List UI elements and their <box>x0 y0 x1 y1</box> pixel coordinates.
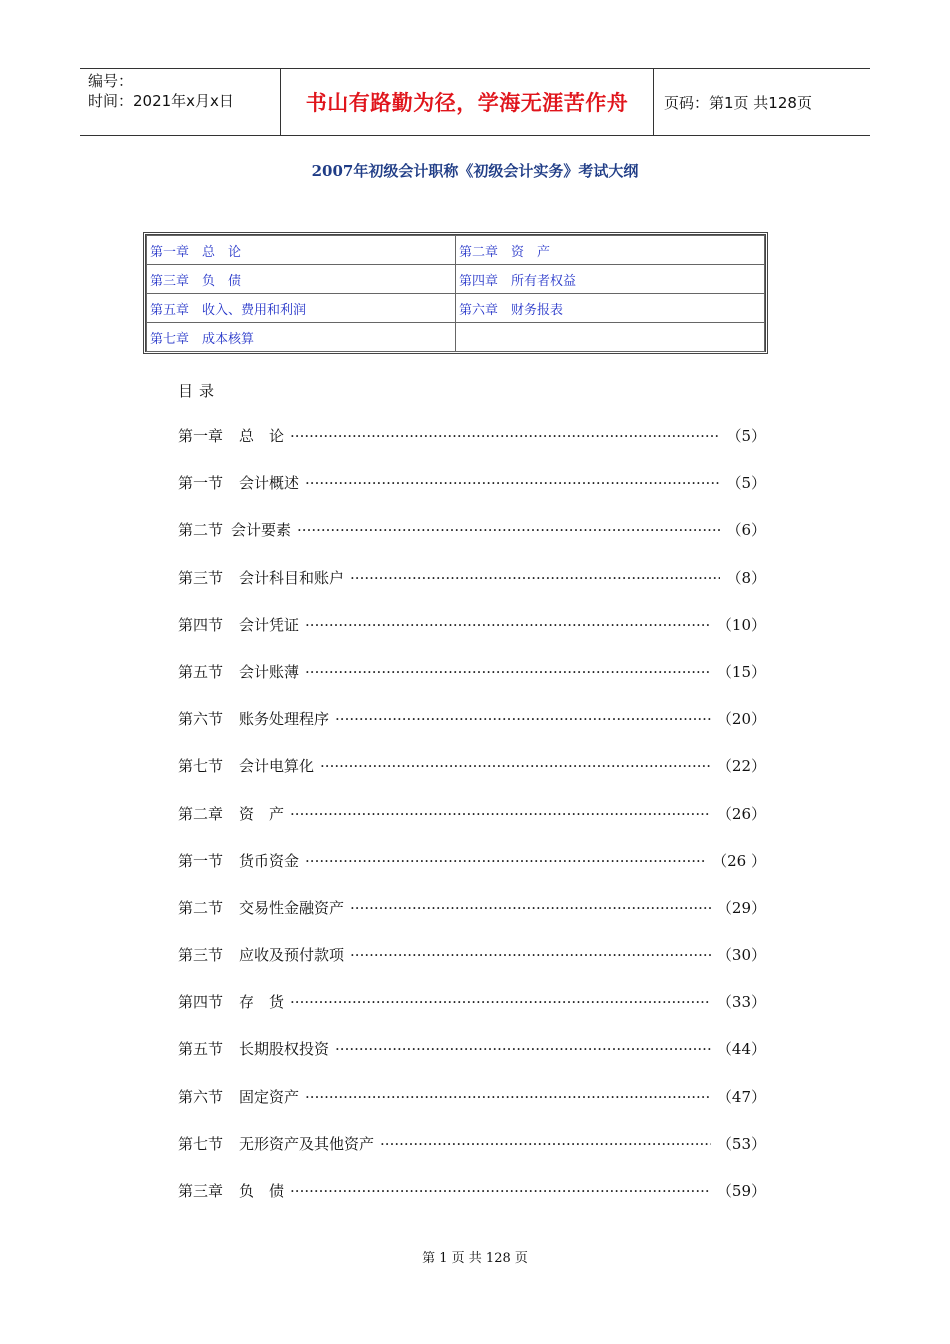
toc-entry-title: 会计账薄 <box>239 662 300 681</box>
toc-entry-title: 会计要素 <box>231 521 292 540</box>
toc-entry-number: 第一节 <box>178 851 224 870</box>
toc-entry-number: 第二节 <box>178 898 224 917</box>
toc-leader-dots <box>305 473 720 493</box>
toc-leader-dots <box>297 520 720 540</box>
toc-entry-title: 会计科目和账户 <box>239 568 345 587</box>
number-label: 编号： <box>88 72 134 90</box>
toc-entry[interactable] <box>178 992 788 1039</box>
header-meta <box>80 69 281 135</box>
toc-leader-dots <box>290 1181 711 1201</box>
toc-entry-number: 第六节 <box>178 710 224 729</box>
toc-entry-number: 第三节 <box>178 568 224 587</box>
toc-leader-dots <box>290 804 711 824</box>
toc-entry-page: （33） <box>716 993 766 1012</box>
chapter-link[interactable]: 第三章 负 债 <box>147 265 456 294</box>
toc-entry-title: 负 债 <box>239 1182 285 1200</box>
toc-entry-number: 第一节 <box>178 474 224 493</box>
chapter-link[interactable]: 第六章 财务报表 <box>456 294 765 323</box>
toc-entry[interactable] <box>178 1087 788 1134</box>
toc-entry-number: 第二章 <box>178 804 224 823</box>
page-footer: 第 1 页 共 128 页 <box>422 1251 528 1266</box>
toc-entry[interactable] <box>178 662 788 709</box>
toc-entry-page: （59） <box>716 1182 766 1200</box>
toc-leader-dots <box>335 709 711 729</box>
header-motto: 书山有路勤为径，学海无涯苦作舟 <box>281 69 654 135</box>
chapter-link[interactable]: 第七章 成本核算 <box>147 323 456 352</box>
chapter-link[interactable]: 第五章 收入、费用和利润 <box>147 294 456 323</box>
toc-leader-dots <box>305 1087 711 1107</box>
toc-entry-page: （8） <box>726 568 766 587</box>
page-header <box>80 68 870 136</box>
toc-leader-dots <box>320 756 711 776</box>
toc-entry[interactable] <box>178 1134 788 1181</box>
toc-leader-dots <box>305 662 711 682</box>
toc-entry[interactable] <box>178 615 788 662</box>
toc-entry-page: （29） <box>716 898 766 917</box>
time-label: 时间：2021年x月x日 <box>88 92 234 110</box>
toc-leader-dots <box>335 1039 711 1059</box>
toc-entry-title: 会计概述 <box>239 474 300 493</box>
toc-entry[interactable] <box>178 756 788 803</box>
toc-entry-page: （26 ） <box>712 851 766 870</box>
toc-entry-number: 第七节 <box>178 1134 224 1153</box>
toc-entry-number: 第四节 <box>178 615 224 634</box>
toc-entry-page: （30） <box>716 946 766 965</box>
toc-entry-title: 固定资产 <box>239 1087 300 1106</box>
toc-entry-number: 第四节 <box>178 993 224 1012</box>
toc-entry[interactable] <box>178 898 788 945</box>
toc-leader-dots <box>350 568 720 588</box>
toc-entry[interactable] <box>178 1039 788 1086</box>
toc-entry[interactable] <box>178 851 788 898</box>
toc-entry-page: （5） <box>726 474 766 493</box>
toc-entry-page: （6） <box>726 521 766 540</box>
toc-entry[interactable] <box>178 520 788 567</box>
toc-entry-page: （47） <box>716 1087 766 1106</box>
header-page-info: 页码：第1页 共128页 <box>664 93 812 112</box>
toc-heading: 目录 <box>178 382 221 400</box>
toc-entry-title: 应收及预付款项 <box>239 946 345 965</box>
toc-entry-title: 账务处理程序 <box>239 710 330 729</box>
chapter-link[interactable]: 第一章 总 论 <box>147 236 456 265</box>
toc-entry[interactable] <box>178 709 788 756</box>
toc-entry[interactable] <box>178 473 788 520</box>
toc-entry-title: 会计电算化 <box>239 757 315 776</box>
document-title: 2007年初级会计职称《初级会计实务》考试大纲 <box>311 162 639 180</box>
toc-entry-number: 第一章 <box>178 427 224 445</box>
toc-leader-dots <box>350 898 711 918</box>
chapter-link[interactable]: 第二章 资 产 <box>456 236 765 265</box>
toc-leader-dots <box>305 851 706 871</box>
toc-entry-number: 第六节 <box>178 1087 224 1106</box>
toc-entry-page: （26） <box>716 804 766 823</box>
toc-entry-number: 第五节 <box>178 1040 224 1059</box>
toc-entry-title: 会计凭证 <box>239 615 300 634</box>
toc-entry-page: （20） <box>716 710 766 729</box>
toc-leader-dots <box>350 945 711 965</box>
toc-entry[interactable] <box>178 804 788 851</box>
toc-entry-title: 存 货 <box>239 993 285 1012</box>
toc-entry-title: 总 论 <box>239 427 285 445</box>
toc-entry-title: 货币资金 <box>239 851 300 870</box>
toc-entry[interactable] <box>178 1181 788 1228</box>
toc-entry[interactable] <box>178 426 788 473</box>
toc-entry-title: 无形资产及其他资产 <box>239 1134 375 1153</box>
toc-entry-number: 第二节 <box>178 521 224 540</box>
toc-entry-title: 资 产 <box>239 804 285 823</box>
chapter-link[interactable]: 第四章 所有者权益 <box>456 265 765 294</box>
toc-entry-page: （15） <box>716 662 766 681</box>
chapter-empty-cell <box>456 323 765 352</box>
toc-leader-dots <box>290 992 711 1012</box>
toc-entry-number: 第三节 <box>178 946 224 965</box>
toc-entry-number: 第三章 <box>178 1182 224 1200</box>
toc-entry-title: 长期股权投资 <box>239 1040 330 1059</box>
toc-entry-page: （10） <box>716 615 766 634</box>
toc-leader-dots <box>305 615 711 635</box>
toc-entry-page: （22） <box>716 757 766 776</box>
toc-leader-dots <box>380 1134 711 1154</box>
chapter-grid <box>143 232 768 354</box>
toc-entry-number: 第五节 <box>178 662 224 681</box>
toc-entry-page: （44） <box>716 1040 766 1059</box>
toc-entry-number: 第七节 <box>178 757 224 776</box>
toc-entry-page: （5） <box>726 427 766 445</box>
toc-entry-title: 交易性金融资产 <box>239 898 345 917</box>
toc-leader-dots <box>290 426 720 446</box>
toc-entry[interactable] <box>178 945 788 992</box>
toc-entry-page: （53） <box>716 1134 766 1153</box>
table-of-contents <box>178 426 788 1228</box>
toc-entry[interactable] <box>178 568 788 615</box>
